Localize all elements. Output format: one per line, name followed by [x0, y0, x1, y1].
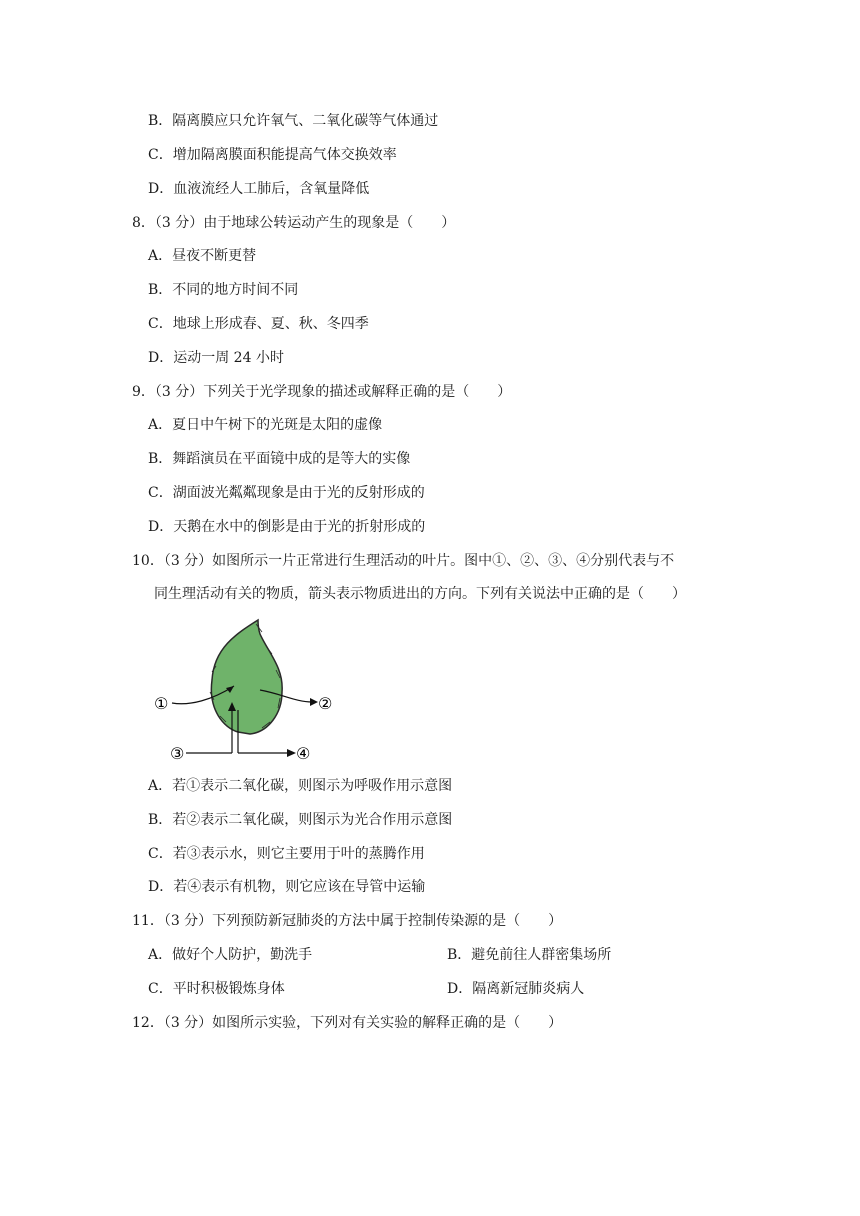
label-4: ④	[296, 744, 311, 763]
q9-stem: 9．（3 分）下列关于光学现象的描述或解释正确的是（ ）	[132, 384, 512, 400]
q7-option-c: C．增加隔离膜面积能提高气体交换效率	[148, 147, 397, 163]
q10-stem-line2: 同生理活动有关的物质，箭头表示物质进出的方向。下列有关说法中正确的是（ ）	[154, 586, 686, 602]
arrow-4-head	[287, 749, 296, 757]
q10-stem-line1: 10．（3 分）如图所示一片正常进行生理活动的叶片。图中①、②、③、④分别代表与不	[132, 553, 675, 569]
label-1: ①	[154, 694, 169, 713]
leaf-diagram	[150, 614, 350, 769]
q12-stem: 12．（3 分）如图所示实验，下列对有关实验的解释正确的是（ ）	[132, 1015, 563, 1031]
q7-option-b: B．隔离膜应只允许氧气、二氧化碳等气体通过	[148, 113, 439, 129]
q9-option-c: C．湖面波光粼粼现象是由于光的反射形成的	[148, 485, 425, 501]
q7-option-d: D．血液流经人工肺后，含氧量降低	[148, 181, 370, 197]
q9-option-d: D．天鹅在水中的倒影是由于光的折射形成的	[148, 519, 426, 535]
q11-stem: 11．（3 分）下列预防新冠肺炎的方法中属于控制传染源的是（ ）	[132, 913, 563, 929]
q8-option-d: D．运动一周 24 小时	[148, 350, 284, 366]
label-3: ③	[170, 744, 185, 763]
arrow-2-head	[310, 698, 318, 706]
q11-option-b: B．避免前往人群密集场所	[447, 947, 612, 963]
q11-option-c: C．平时积极锻炼身体	[148, 981, 285, 997]
q8-stem: 8．（3 分）由于地球公转运动产生的现象是（ ）	[132, 215, 456, 231]
q11-option-d: D．隔离新冠肺炎病人	[447, 981, 585, 997]
q8-option-c: C．地球上形成春、夏、秋、冬四季	[148, 316, 369, 332]
q10-option-d: D．若④表示有机物，则它应该在导管中运输	[148, 879, 426, 895]
q9-option-b: B．舞蹈演员在平面镜中成的是等大的实像	[148, 451, 411, 467]
label-2: ②	[318, 694, 333, 713]
q10-option-a: A．若①表示二氧化碳，则图示为呼吸作用示意图	[148, 778, 453, 794]
leaf-shape	[211, 620, 282, 734]
q11-option-a: A．做好个人防护，勤洗手	[148, 947, 313, 963]
q8-option-a: A．昼夜不断更替	[148, 248, 257, 264]
q9-option-a: A．夏日中午树下的光斑是太阳的虚像	[148, 417, 383, 433]
q10-option-b: B．若②表示二氧化碳，则图示为光合作用示意图	[148, 812, 453, 828]
q8-option-b: B．不同的地方时间不同	[148, 282, 299, 298]
q10-option-c: C．若③表示水，则它主要用于叶的蒸腾作用	[148, 846, 425, 862]
